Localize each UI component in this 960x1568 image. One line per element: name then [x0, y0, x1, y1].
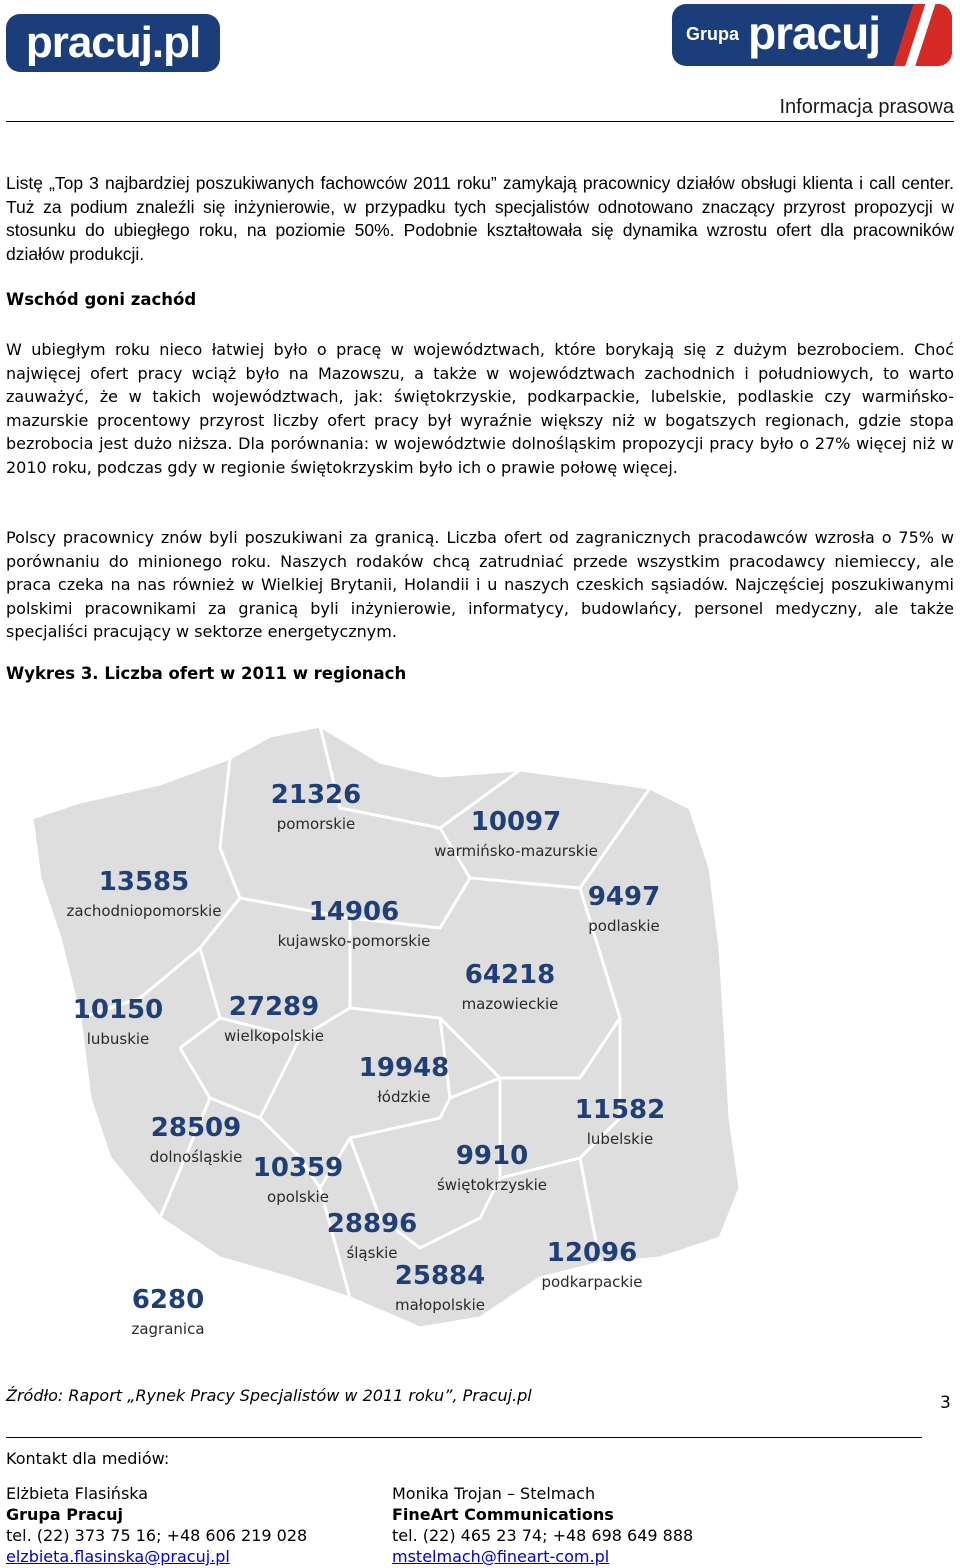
region-value: 10097: [470, 807, 562, 837]
paragraph-top3: Listę „Top 3 najbardziej poszukiwanych fachowców 2011 roku” zamykają pracownicy działów obsługi klienta i call center. Tuż za podium znaleźli się inżynierowie, w przypadku tych specjalistów odnotowano znaczący przyrost propozycji w stosunku do ubiegłego roku, na poziomie 50%. Podobnie kształtowała się dynamika wzrostu ofert dla pracowników działów produkcji.: [6, 173, 954, 264]
region-name: lubuskie: [86, 1030, 150, 1048]
region-value: 14906: [308, 897, 400, 927]
contact-phone: tel. (22) 465 23 74; +48 698 649 888: [392, 1526, 694, 1545]
contact-email-link[interactable]: elzbieta.flasinska@pracuj.pl: [6, 1547, 230, 1566]
pracuj-logo: pracuj.pl: [6, 14, 220, 72]
contact-phone: tel. (22) 373 75 16; +48 606 219 028: [6, 1526, 308, 1545]
region-value: 19948: [358, 1053, 450, 1083]
region-name: małopolskie: [394, 1296, 486, 1314]
logo-grupa-text: Grupa: [686, 24, 740, 44]
region-name: warmińsko-mazurskie: [434, 842, 598, 860]
region-name: pomorskie: [276, 815, 356, 833]
contact-name: Monika Trojan – Stelmach: [392, 1484, 596, 1503]
poland-regions-map: [20, 718, 740, 1368]
contact-email-link[interactable]: mstelmach@fineart-com.pl: [392, 1547, 610, 1566]
region-value: 25884: [394, 1261, 486, 1291]
region-value: 21326: [270, 780, 362, 810]
footer-divider: [6, 1437, 922, 1438]
contact-name: Elżbieta Flasińska: [6, 1484, 149, 1503]
contact-card-1: [6, 1483, 307, 1567]
region-value: 10359: [252, 1153, 344, 1183]
region-value: 9497: [587, 882, 661, 912]
media-contact-label: Kontakt dla mediów:: [6, 1449, 170, 1468]
figure-title: Wykres 3. Liczba ofert w 2011 w regionach: [6, 664, 407, 683]
region-value: 28896: [326, 1209, 418, 1239]
region-value: 6280: [131, 1285, 205, 1315]
region-name: opolskie: [267, 1188, 329, 1206]
region-name: dolnośląskie: [149, 1148, 243, 1166]
region-value: 64218: [464, 960, 556, 990]
grupa-pracuj-logo: [672, 4, 952, 66]
region-value: 10150: [72, 995, 164, 1025]
region-name: mazowieckie: [461, 995, 559, 1013]
region-value: 11582: [574, 1095, 666, 1125]
map-svg: [20, 718, 740, 1368]
region-name: świętokrzyskie: [436, 1176, 548, 1194]
region-value: 28509: [150, 1113, 242, 1143]
region-name: kujawsko-pomorskie: [277, 932, 431, 950]
contact-company: FineArt Communications: [392, 1505, 614, 1524]
region-value: 9910: [455, 1141, 529, 1171]
region-name: podlaskie: [588, 917, 660, 935]
contact-company: Grupa Pracuj: [6, 1505, 124, 1524]
paragraph-regions: W ubiegłym roku nieco łatwiej było o pracę w województwach, które borykają się z dużym bezrobociem. Choć najwięcej ofert pracy wciąż było na Mazowszu, a także w województwach zachodnich i południowych, to warto zauważyć, że w takich województwach, jak: świętokrzyskie, podkarpackie, lubelskie, podlaskie czy warmińsko-mazurskie procentowy przyrost liczby ofert pracy był wyraźnie większy niż w bogatszych regionach, gdzie stopa bezrobocia jest dużo niższa. Dla porównania: w województwie dolnośląskim propozycji pracy było o 27% więcej niż w 2010 roku, podczas gdy w regionie świętokrzyskim było ich o prawie połowę więcej.: [6, 340, 954, 477]
region-name: zagranica: [131, 1320, 205, 1338]
region-value: 12096: [546, 1238, 638, 1268]
region-value: 27289: [228, 992, 320, 1022]
region-name: lubelskie: [586, 1130, 654, 1148]
page-number: 3: [940, 1393, 951, 1413]
region-name: wielkopolskie: [224, 1027, 324, 1045]
region-name: zachodniopomorskie: [66, 902, 222, 920]
press-release-label: Informacja prasowa: [779, 96, 954, 118]
paragraph-abroad: Polscy pracownicy znów byli poszukiwani za granicą. Liczba ofert od zagranicznych pracodawców wzrosła o 75% w porównaniu do minionego roku. Naszych rodaków chcą zatrudniać przede wszystkim pracodawcy niemieccy, ale praca czeka na nas również w Wielkiej Brytanii, Holandii i u naszych czeskich sąsiadów. Najczęściej poszukiwanymi polskimi pracownikami za granicą byli inżynierowie, informatycy, budowlańcy, personel medyczny, ale także specjaliści pracujący w sektorze energetycznym.: [6, 528, 954, 641]
region-name: łódzkie: [377, 1088, 431, 1106]
contact-card-2: [392, 1483, 693, 1567]
source-note: Źródło: Raport „Rynek Pracy Specjalistów w 2011 roku”, Pracuj.pl: [6, 1386, 532, 1405]
region-name: śląskie: [346, 1244, 398, 1262]
section-heading: Wschód goni zachód: [6, 290, 197, 309]
logo-pracuj-text: pracuj: [748, 7, 881, 59]
header-divider: [6, 121, 954, 122]
region-value: 13585: [98, 867, 190, 897]
region-name: podkarpackie: [541, 1273, 643, 1291]
